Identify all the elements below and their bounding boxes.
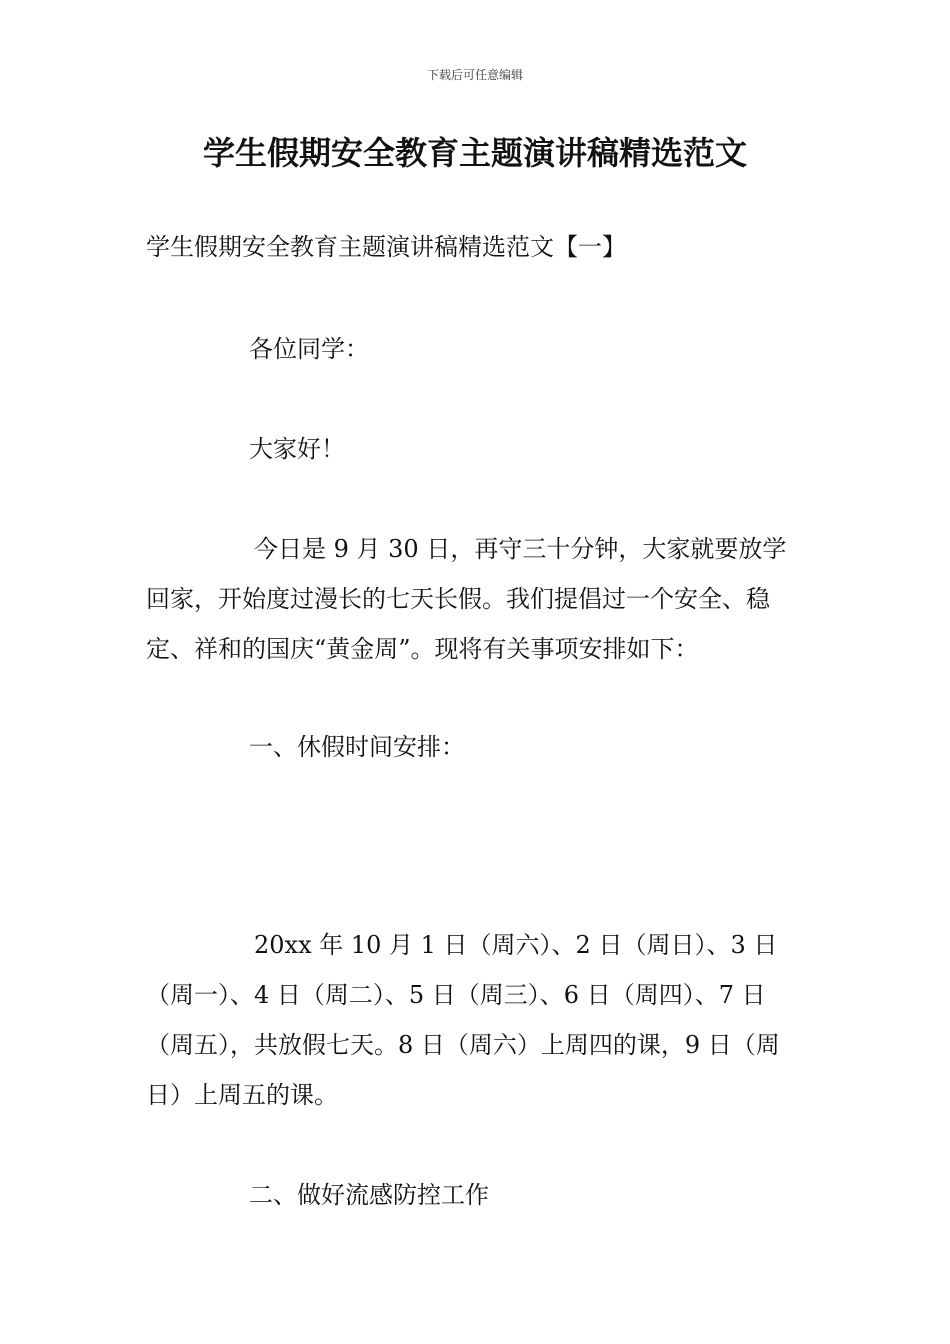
section-subtitle: 学生假期安全教育主题演讲稿精选范文【一】 — [146, 233, 626, 261]
header-note: 下载后可任意编辑 — [426, 68, 523, 82]
document-title: 学生假期安全教育主题演讲稿精选范文 — [202, 134, 747, 172]
paragraph-intro: 今日是 9 月 30 日，再守三十分钟，大家就要放学回家，开始度过漫长的七天长假。我们提倡过一个安全、稳定、祥和的国庆“黄金周”。现将有关事项安排如下： — [146, 535, 787, 663]
paragraph-greeting: 各位同学： — [249, 335, 369, 363]
paragraph-schedule: 20xx 年 10 月 1 日（周六）、2 日（周日）、3 日（周一）、4 日（周二）、5 日（周三）、6 日（周四）、7 日（周五），共放假七天。8 日（周六）上周四的课，9 日（周日）上周五的课。 — [146, 931, 780, 1109]
paragraph-heading-schedule: 一、休假时间安排： — [249, 733, 465, 761]
paragraph-heading-flu: 二、做好流感防控工作 — [249, 1181, 489, 1209]
paragraph-hello: 大家好！ — [249, 435, 345, 463]
